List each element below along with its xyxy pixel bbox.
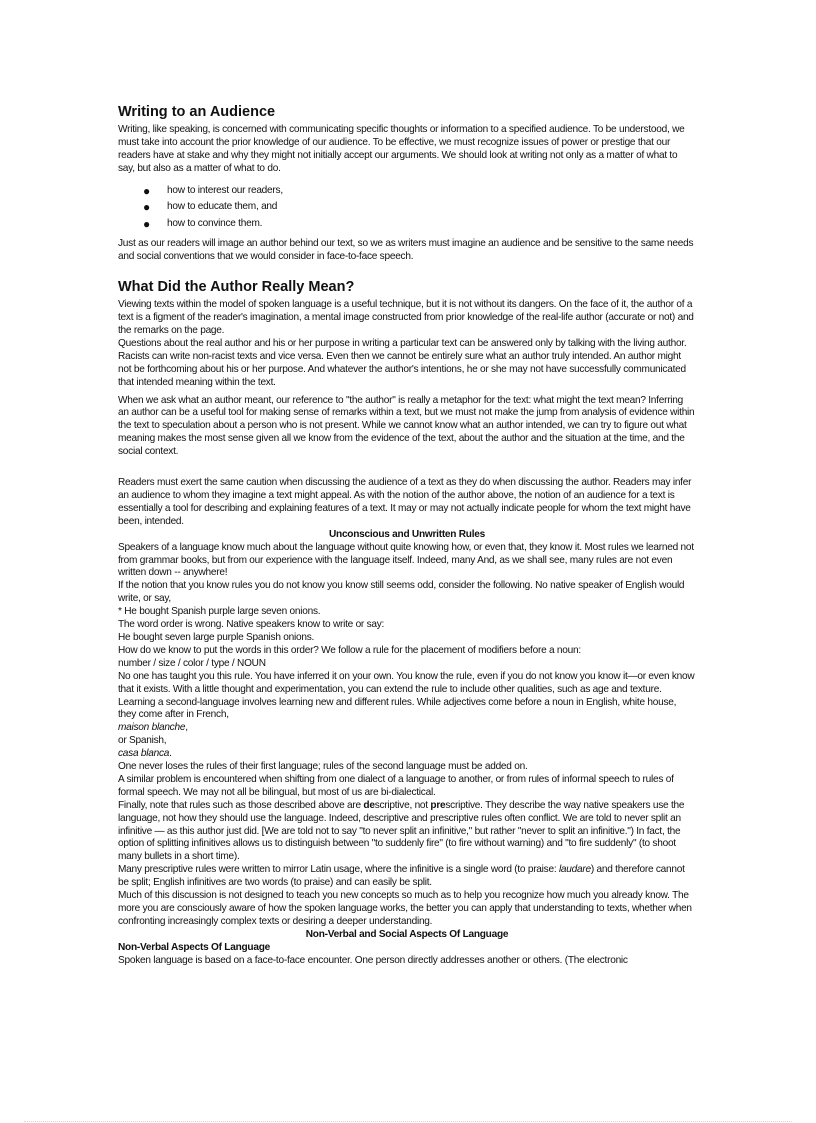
bullet-icon: ●	[143, 183, 150, 198]
spanish-phrase: casa blanca	[118, 748, 170, 760]
text-line: How do we know to put the words in this order? We follow a rule for the placement of modifiers before a noun:	[118, 644, 581, 656]
paragraph: Writing, like speaking, is concerned with communicating specific thoughts or information to a specified audience. To be understood, we must take into account the prior knowledge of our audience. To be effective, we must recognize issues of power or prestige that our readers have at stake and why they might not initially accept our arguments. We should look at writing not only as a matter of what to say, but also as a matter of what to do.	[118, 124, 685, 174]
subheading-non-verbal-aspects: Non-Verbal Aspects Of Language	[118, 941, 270, 953]
example-french	[118, 722, 696, 735]
example-spanish	[118, 748, 696, 761]
heading-non-verbal-social-aspects: Non-Verbal and Social Aspects Of Language	[305, 928, 509, 940]
heading-unconscious-unwritten-rules: Unconscious and Unwritten Rules	[328, 528, 485, 540]
bold-prefix: pre	[430, 799, 446, 811]
bold-prefix: de	[363, 799, 375, 811]
punctuation: ,	[185, 722, 188, 734]
text-line: No one has taught you this rule. You have inferred it on your own. You know the rule, even if you do not know you know it—or even know that it exists. With a little thought and experimentation, you can extend the rule to include other qualities, such as age and texture.	[118, 670, 695, 695]
text-span: Finally, note that rules such as those described above are	[118, 799, 364, 811]
paragraph: Spoken language is based on a face-to-face encounter. One person directly addresses another or others. (The electronic	[118, 954, 628, 966]
paragraph: Much of this discussion is not designed to teach you new concepts so much as to help you recognize how much you already know. The more you are consciously aware of how the spoken language works, the better you can apply that understanding to texts, whether when confronting increasingly complex texts or desiring a deeper understanding.	[118, 890, 692, 927]
list-item	[118, 199, 696, 216]
list-item-text: how to educate them, and	[167, 201, 278, 213]
text-line: The word order is wrong. Native speakers know to write or say:	[118, 619, 385, 631]
french-phrase: maison blanche	[118, 722, 186, 734]
paragraph: Viewing texts within the model of spoken language is a useful technique, but it is not without its dangers. On the face of it, the author of a text is a figment of the reader's imagination, a mental image constructed from prior knowledge of the real-life author (accurate or not) and the remarks on the page.	[118, 299, 694, 337]
paragraph: Just as our readers will image an author behind our text, so we as writers must imagine an audience and be sensitive to the same needs and social conventions that we would consider in face-to-face speech.	[118, 238, 694, 263]
list-item-text: how to convince them.	[167, 217, 263, 229]
text-span: scriptive. They describe the way native speakers use the language, not how they should use the language. Indeed, descriptive and prescriptive rules often conflict. We are told to never split an infinitive — as this author just did. [We are told not to say "to never split an infinitive," but rather "never to split an infinitive.") In fact, the option of splitting infinitives allows us to distinguish between "to suddenly fire" (to fire without warning) and "to fire suddenly" (to shoot many bullets in a short time).	[118, 799, 685, 863]
text-line: He bought seven large purple Spanish onions.	[118, 631, 315, 643]
paragraph: Readers must exert the same caution when discussing the audience of a text as they do when discussing the author. Readers may infer an audience to whom they imagine a text might appeal. As with the notion of the author above, the notion of an audience for a text is essentially a tool for describing and explaining features of a text. It may or may not actually indicate people for whom the text might have been, intended.	[118, 477, 692, 527]
latin-word: laudare	[558, 864, 591, 876]
paragraph: When we ask what an author meant, our reference to "the author" is really a metaphor for the text: what might the text mean? Inferring an author can be a useful tool for making sense of remarks within a text, but we must not make the jump from analysis of evidence within the text to speculation about a person who is not present. While we cannot know what an author intended, we can try to figure out what meaning makes the most sense given all we know from the evidence of the text, about the author and the situation at the time, and the social context.	[118, 394, 695, 458]
list-item-text: how to interest our readers,	[167, 184, 283, 196]
bullet-icon: ●	[143, 200, 150, 215]
list-item	[118, 183, 696, 200]
paragraph-latin	[118, 864, 696, 890]
text-line: A similar problem is encountered when shifting from one dialect of a language to another, or from rules of informal speech to rules of formal speech. We may not all be bilingual, but most of us are bi-dialectical.	[118, 773, 674, 798]
text-span: Many prescriptive rules were written to mirror Latin usage, where the infinitive is a single word (to praise:	[118, 864, 559, 876]
text-span: scriptive, not	[374, 799, 431, 811]
heading-writing-to-an-audience: Writing to an Audience	[118, 104, 276, 120]
text-line: number / size / color / type / NOUN	[118, 657, 266, 669]
paragraph: Questions about the real author and his or her purpose in writing a particular text can be answered only by talking with the living author. Racists can write non-racist texts and vice versa. Even then we cannot be entirely sure what an author truly intended. An author might not be forthcoming about his or her purpose. And whatever the author's intentions, he or she may not have successfully communicated that intended meaning within the text.	[118, 337, 687, 388]
text-line: One never loses the rules of their first language; rules of the second language must be added on.	[118, 761, 528, 773]
punctuation: .	[169, 748, 172, 760]
text-span: ) and therefore cannot be split; English infinitives are two words (to praise) and can easily be split.	[118, 864, 685, 889]
text-line: or Spanish,	[118, 735, 167, 747]
bullet-icon: ●	[143, 216, 150, 231]
text-line: Learning a second-language involves learning new and different rules. While adjectives come before a noun in English, white house,	[118, 696, 677, 708]
paragraph-finally	[118, 800, 696, 865]
page-bottom-rule	[24, 1121, 792, 1122]
text-line: they come after in French,	[118, 709, 229, 721]
text-line: * He bought Spanish purple large seven onions.	[118, 606, 321, 618]
document-page	[118, 103, 696, 968]
list-item	[118, 216, 696, 233]
text-line: If the notion that you know rules you do not know you know still seems odd, consider the following. No native speaker of English would write, or say,	[118, 580, 685, 605]
heading-what-did-the-author-really-mean: What Did the Author Really Mean?	[118, 279, 355, 296]
text-line: Speakers of a language know much about the language without quite knowing how, or even that, they know it. Most rules we learned not from grammar books, but from our experience with the language itself. Indeed, many And, as we shall see, many rules are not even written down -- anywhere!	[118, 541, 694, 579]
bullet-list	[118, 183, 696, 233]
